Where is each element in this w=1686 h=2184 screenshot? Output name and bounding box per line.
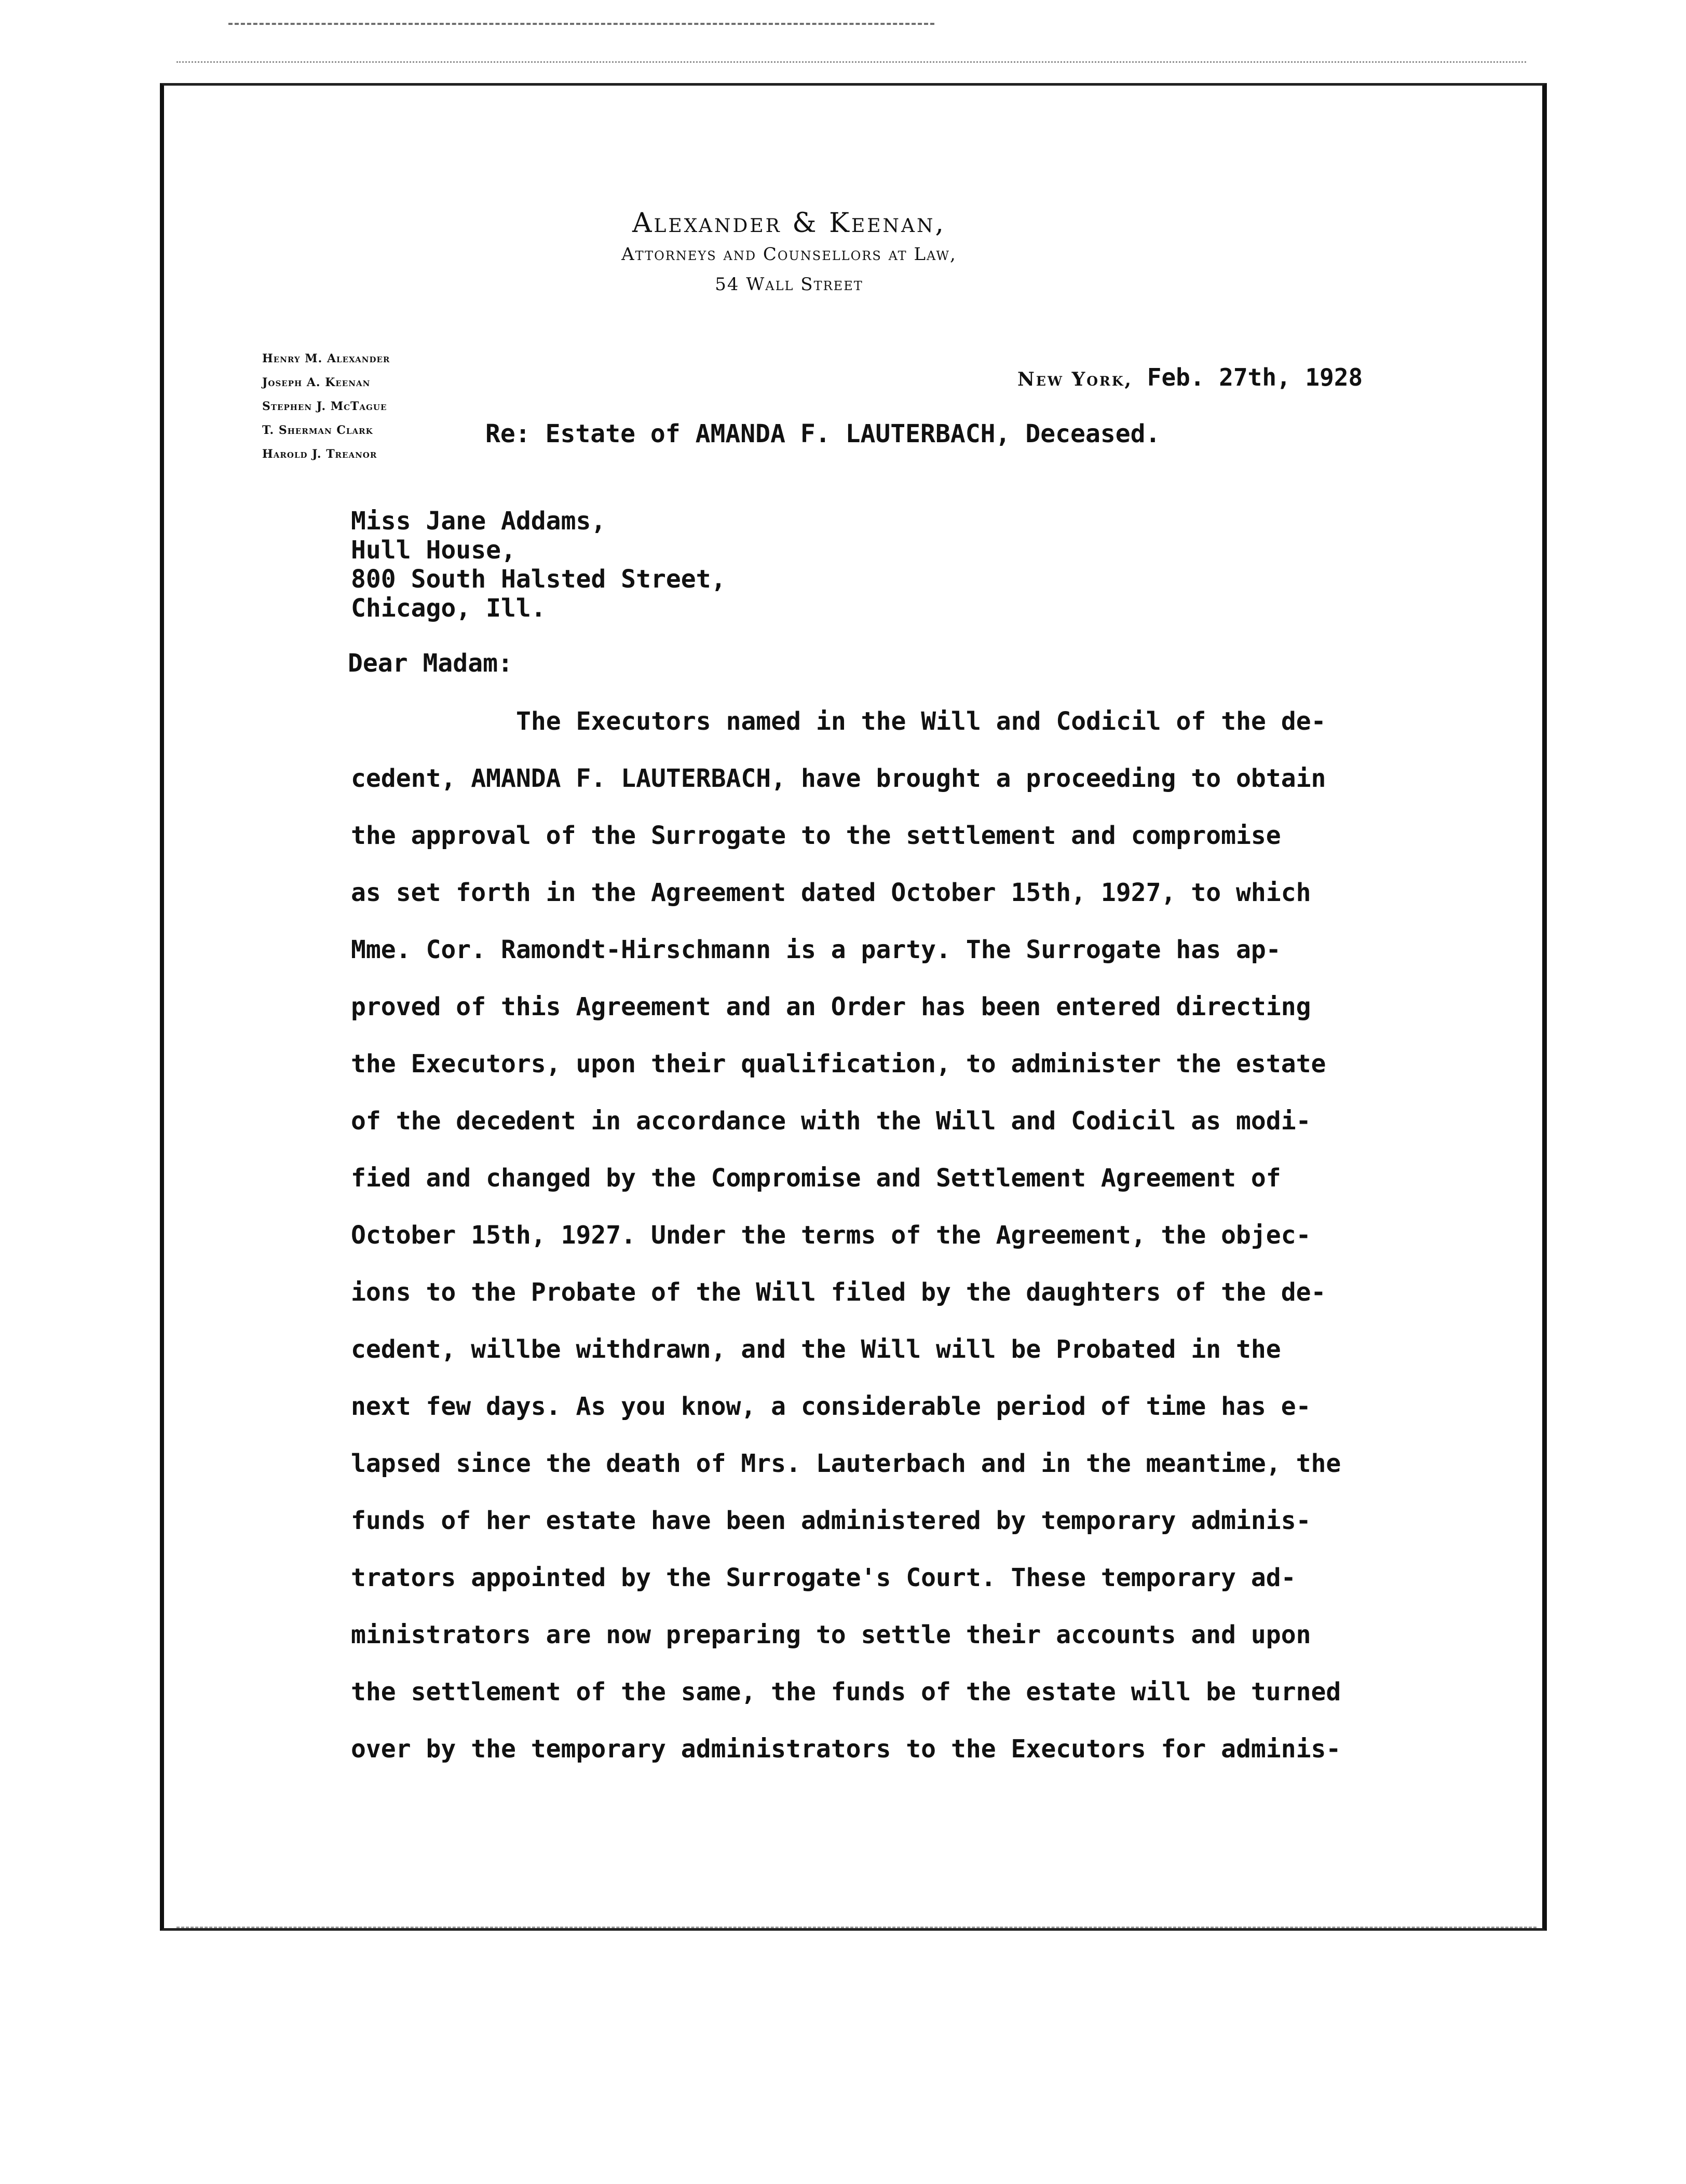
body-line: ministrators are now preparing to settle their accounts and upon xyxy=(351,1620,1311,1649)
body-line: the approval of the Surrogate to the settlement and compromise xyxy=(351,821,1281,850)
body-line: next few days. As you know, a considerable period of time has e- xyxy=(351,1392,1311,1421)
body-line: as set forth in the Agreement dated October 15th, 1927, to which xyxy=(351,878,1311,907)
body-line: over by the temporary administrators to the Executors for adminis- xyxy=(351,1735,1341,1764)
body-line: The Executors named in the Will and Codicil of the de- xyxy=(516,707,1326,736)
body-line: lapsed since the death of Mrs. Lauterbach and in the meantime, the xyxy=(351,1449,1341,1478)
body-line: trators appointed by the Surrogate's Court. These temporary ad- xyxy=(351,1563,1296,1592)
letter-body xyxy=(351,706,1451,1791)
body-line: Mme. Cor. Ramondt-Hirschmann is a party. The Surrogate has ap- xyxy=(351,935,1281,964)
body-line: cedent, willbe withdrawn, and the Will will be Probated in the xyxy=(351,1335,1281,1364)
partner-list xyxy=(262,347,390,466)
address-line: Miss Jane Addams, xyxy=(351,507,606,536)
letter-date: Feb. 27th, 1928 xyxy=(1147,363,1363,391)
body-line: October 15th, 1927. Under the terms of the Agreement, the objec- xyxy=(351,1221,1311,1250)
re-line: Re: Estate of AMANDA F. LAUTERBACH, Deceased. xyxy=(485,419,1161,448)
scan-artifact-bottom xyxy=(176,1927,1537,1931)
address-line: Hull House, xyxy=(351,536,516,565)
recipient-address xyxy=(351,507,726,623)
salutation: Dear Madam: xyxy=(348,649,513,678)
body-line: funds of her estate have been administered by temporary adminis- xyxy=(351,1506,1311,1535)
address-line: Chicago, Ill. xyxy=(351,594,546,623)
dateline xyxy=(1017,363,1363,391)
body-line: of the decedent in accordance with the Will and Codicil as modi- xyxy=(351,1107,1311,1136)
partner-name: Joseph A. Keenan xyxy=(262,376,371,389)
partner-name: Stephen J. McTague xyxy=(262,400,387,413)
letterhead-address: 54 Wall Street xyxy=(715,274,863,295)
scan-artifact-edge xyxy=(176,61,1526,66)
address-line: 800 South Halsted Street, xyxy=(351,565,726,594)
body-line: ions to the Probate of the Will filed by the daughters of the de- xyxy=(351,1278,1326,1307)
body-line: the Executors, upon their qualification, to administer the estate xyxy=(351,1049,1326,1079)
partner-name: Harold J. Treanor xyxy=(262,447,377,461)
letterhead-title: Attorneys and Counsellors at Law, xyxy=(621,244,957,265)
partner-name: T. Sherman Clark xyxy=(262,424,373,437)
body-line: fied and changed by the Compromise and Settlement Agreement of xyxy=(351,1164,1281,1193)
body-line: proved of this Agreement and an Order has been entered directing xyxy=(351,992,1311,1021)
dateline-city: New York, xyxy=(1017,368,1133,390)
body-line: the settlement of the same, the funds of the estate will be turned xyxy=(351,1677,1341,1707)
letterhead-firm-name: Alexander & Keenan, xyxy=(632,208,946,239)
scan-artifact-top xyxy=(228,23,934,30)
partner-name: Henry M. Alexander xyxy=(262,352,390,365)
body-line: cedent, AMANDA F. LAUTERBACH, have brought a proceeding to obtain xyxy=(351,764,1326,793)
